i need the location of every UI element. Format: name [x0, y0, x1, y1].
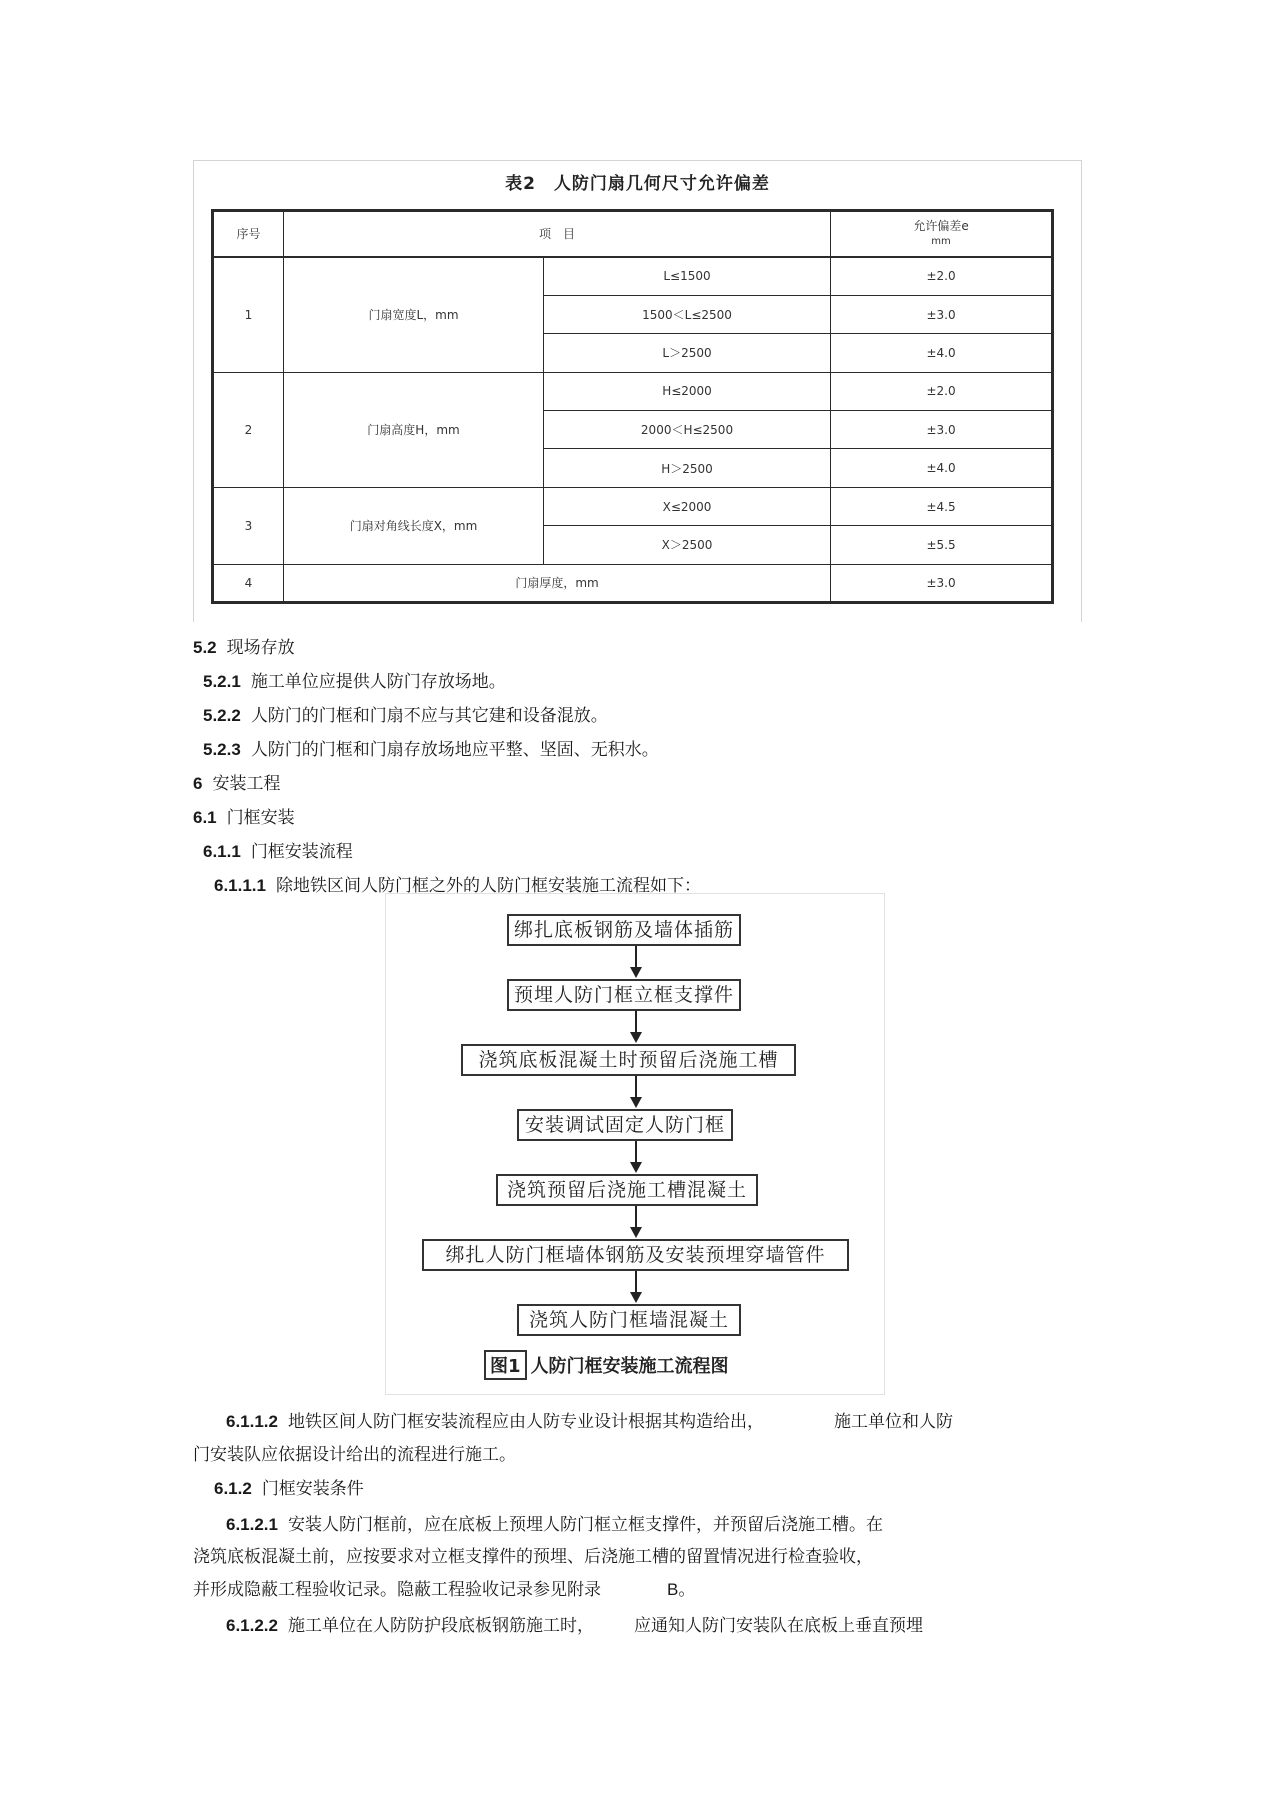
- flow-step: 浇筑预留后浇施工槽混凝土: [496, 1174, 758, 1206]
- flow-arrow: [635, 946, 637, 976]
- flowchart-caption: [484, 1350, 729, 1380]
- clause-5-2-2: [203, 701, 608, 726]
- flow-step: 绑扎底板钢筋及墙体插筋: [507, 914, 741, 946]
- section-heading: 门框安装: [226, 808, 295, 828]
- row-no: 4: [213, 564, 284, 602]
- header-no: 序号: [213, 211, 284, 257]
- row-no: 3: [213, 487, 284, 564]
- row-deviation: ±2.0: [831, 372, 1053, 410]
- clause-6-1-1: [203, 837, 353, 862]
- table-header-row: [213, 211, 1053, 257]
- flow-step: 浇筑人防门框墙混凝土: [517, 1304, 741, 1336]
- clause-text: 门框安装条件: [261, 1479, 364, 1499]
- clause-6-1-2-1-cont-2: [193, 1575, 695, 1600]
- clause-number: 5.2.3: [203, 740, 241, 759]
- section-number: 5.2: [193, 638, 217, 657]
- row-deviation: ±4.5: [831, 487, 1053, 525]
- table-row: [213, 564, 1053, 602]
- row-no: 1: [213, 257, 284, 372]
- header-deviation: [831, 211, 1053, 257]
- flow-step: 预埋人防门框立框支撑件: [507, 979, 741, 1011]
- table-row: [213, 487, 1053, 525]
- header-deviation-line1: 允许偏差e: [913, 218, 969, 233]
- row-deviation: ±3.0: [831, 564, 1053, 602]
- row-item: 门扇宽度L，mm: [284, 257, 544, 372]
- row-item: 门扇对角线长度X，mm: [284, 487, 544, 564]
- table-figure: [193, 160, 1082, 622]
- row-condition: X＞2500: [544, 526, 831, 564]
- clause-5-2-3: [203, 735, 659, 760]
- flow-step: 浇筑底板混凝土时预留后浇施工槽: [461, 1044, 796, 1076]
- clause-6-1-2-2: [226, 1611, 923, 1636]
- row-deviation: ±4.0: [831, 334, 1053, 372]
- table-row: [213, 257, 1053, 295]
- clause-text: 门安装队应依据设计给出的流程进行施工。: [193, 1445, 516, 1465]
- clause-text: 浇筑底板混凝土前，应按要求对立框支撑件的预埋、后浇施工槽的留置情况进行检查验收，: [193, 1547, 873, 1567]
- row-item: 门扇厚度，mm: [284, 564, 831, 602]
- clause-6-1-1-2: [226, 1407, 953, 1432]
- clause-number: 6.1.2: [214, 1479, 252, 1498]
- clause-number: 5.2.1: [203, 672, 241, 691]
- section-heading: 安装工程: [212, 774, 281, 794]
- row-condition: H＞2500: [544, 449, 831, 487]
- section-number: 6: [193, 774, 203, 793]
- clause-6-1-1-2-cont: [193, 1440, 516, 1465]
- clause-text: 施工单位和人防: [834, 1412, 953, 1432]
- clause-text: 除地铁区间人防门框之外的人防门框安装施工流程如下：: [276, 876, 701, 896]
- section-6: [193, 769, 280, 794]
- clause-text: B。: [667, 1580, 696, 1599]
- row-condition: 1500＜L≤2500: [544, 295, 831, 333]
- table-title: 表2 人防门扇几何尺寸允许偏差: [505, 174, 770, 194]
- clause-text: 并形成隐蔽工程验收记录。隐蔽工程验收记录参见附录: [193, 1580, 601, 1600]
- clause-text: 安装人防门框前，应在底板上预埋人防门框立框支撑件，并预留后浇施工槽。在: [288, 1515, 883, 1535]
- clause-text: 人防门的门框和门扇不应与其它建和设备混放。: [250, 706, 608, 726]
- clause-number: 6.1.1.2: [226, 1412, 278, 1431]
- row-condition: L＞2500: [544, 334, 831, 372]
- clause-text: 应通知人防门安装队在底板上垂直预埋: [634, 1616, 923, 1636]
- section-number: 6.1: [193, 808, 217, 827]
- row-condition: H≤2000: [544, 372, 831, 410]
- clause-text: 地铁区间人防门框安装流程应由人防专业设计根据其构造给出，: [288, 1412, 764, 1432]
- row-deviation: ±3.0: [831, 411, 1053, 449]
- header-item: 项 目: [284, 211, 831, 257]
- clause-6-1-2-1: [226, 1510, 883, 1535]
- flowchart-figure: [385, 893, 885, 1395]
- clause-5-2-1: [203, 667, 506, 692]
- section-5-2: [193, 633, 295, 658]
- clause-number: 6.1.2.2: [226, 1616, 278, 1635]
- clause-6-1-2-1-cont-1: [193, 1542, 873, 1567]
- flow-step: 安装调试固定人防门框: [517, 1109, 733, 1141]
- figure-title: 人防门框安装施工流程图: [530, 1356, 729, 1377]
- row-condition: L≤1500: [544, 257, 831, 295]
- clause-text: 施工单位应提供人防门存放场地。: [250, 672, 506, 692]
- row-deviation: ±2.0: [831, 257, 1053, 295]
- row-deviation: ±5.5: [831, 526, 1053, 564]
- row-no: 2: [213, 372, 284, 487]
- clause-number: 5.2.2: [203, 706, 241, 725]
- flow-arrow: [635, 1206, 637, 1236]
- flow-arrow: [635, 1011, 637, 1041]
- header-deviation-line2: mm: [931, 235, 951, 247]
- row-condition: 2000＜H≤2500: [544, 411, 831, 449]
- flow-arrow: [635, 1141, 637, 1171]
- clause-6-1-2: [214, 1474, 364, 1499]
- clause-number: 6.1.1.1: [214, 876, 266, 895]
- row-item: 门扇高度H，mm: [284, 372, 544, 487]
- flow-step: 绑扎人防门框墙体钢筋及安装预埋穿墙管件: [422, 1239, 849, 1271]
- section-heading: 现场存放: [226, 638, 295, 658]
- figure-label: 图1: [484, 1350, 527, 1380]
- table-row: [213, 372, 1053, 410]
- row-deviation: ±3.0: [831, 295, 1053, 333]
- row-deviation: ±4.0: [831, 449, 1053, 487]
- clause-text: 施工单位在人防防护段底板钢筋施工时，: [288, 1616, 594, 1636]
- clause-number: 6.1.1: [203, 842, 241, 861]
- flow-arrow: [635, 1271, 637, 1301]
- deviation-table: [211, 209, 1054, 604]
- clause-text: 门框安装流程: [250, 842, 353, 862]
- row-condition: X≤2000: [544, 487, 831, 525]
- section-6-1: [193, 803, 295, 828]
- clause-text: 人防门的门框和门扇存放场地应平整、坚固、无积水。: [250, 740, 659, 760]
- clause-number: 6.1.2.1: [226, 1515, 278, 1534]
- flow-arrow: [635, 1076, 637, 1106]
